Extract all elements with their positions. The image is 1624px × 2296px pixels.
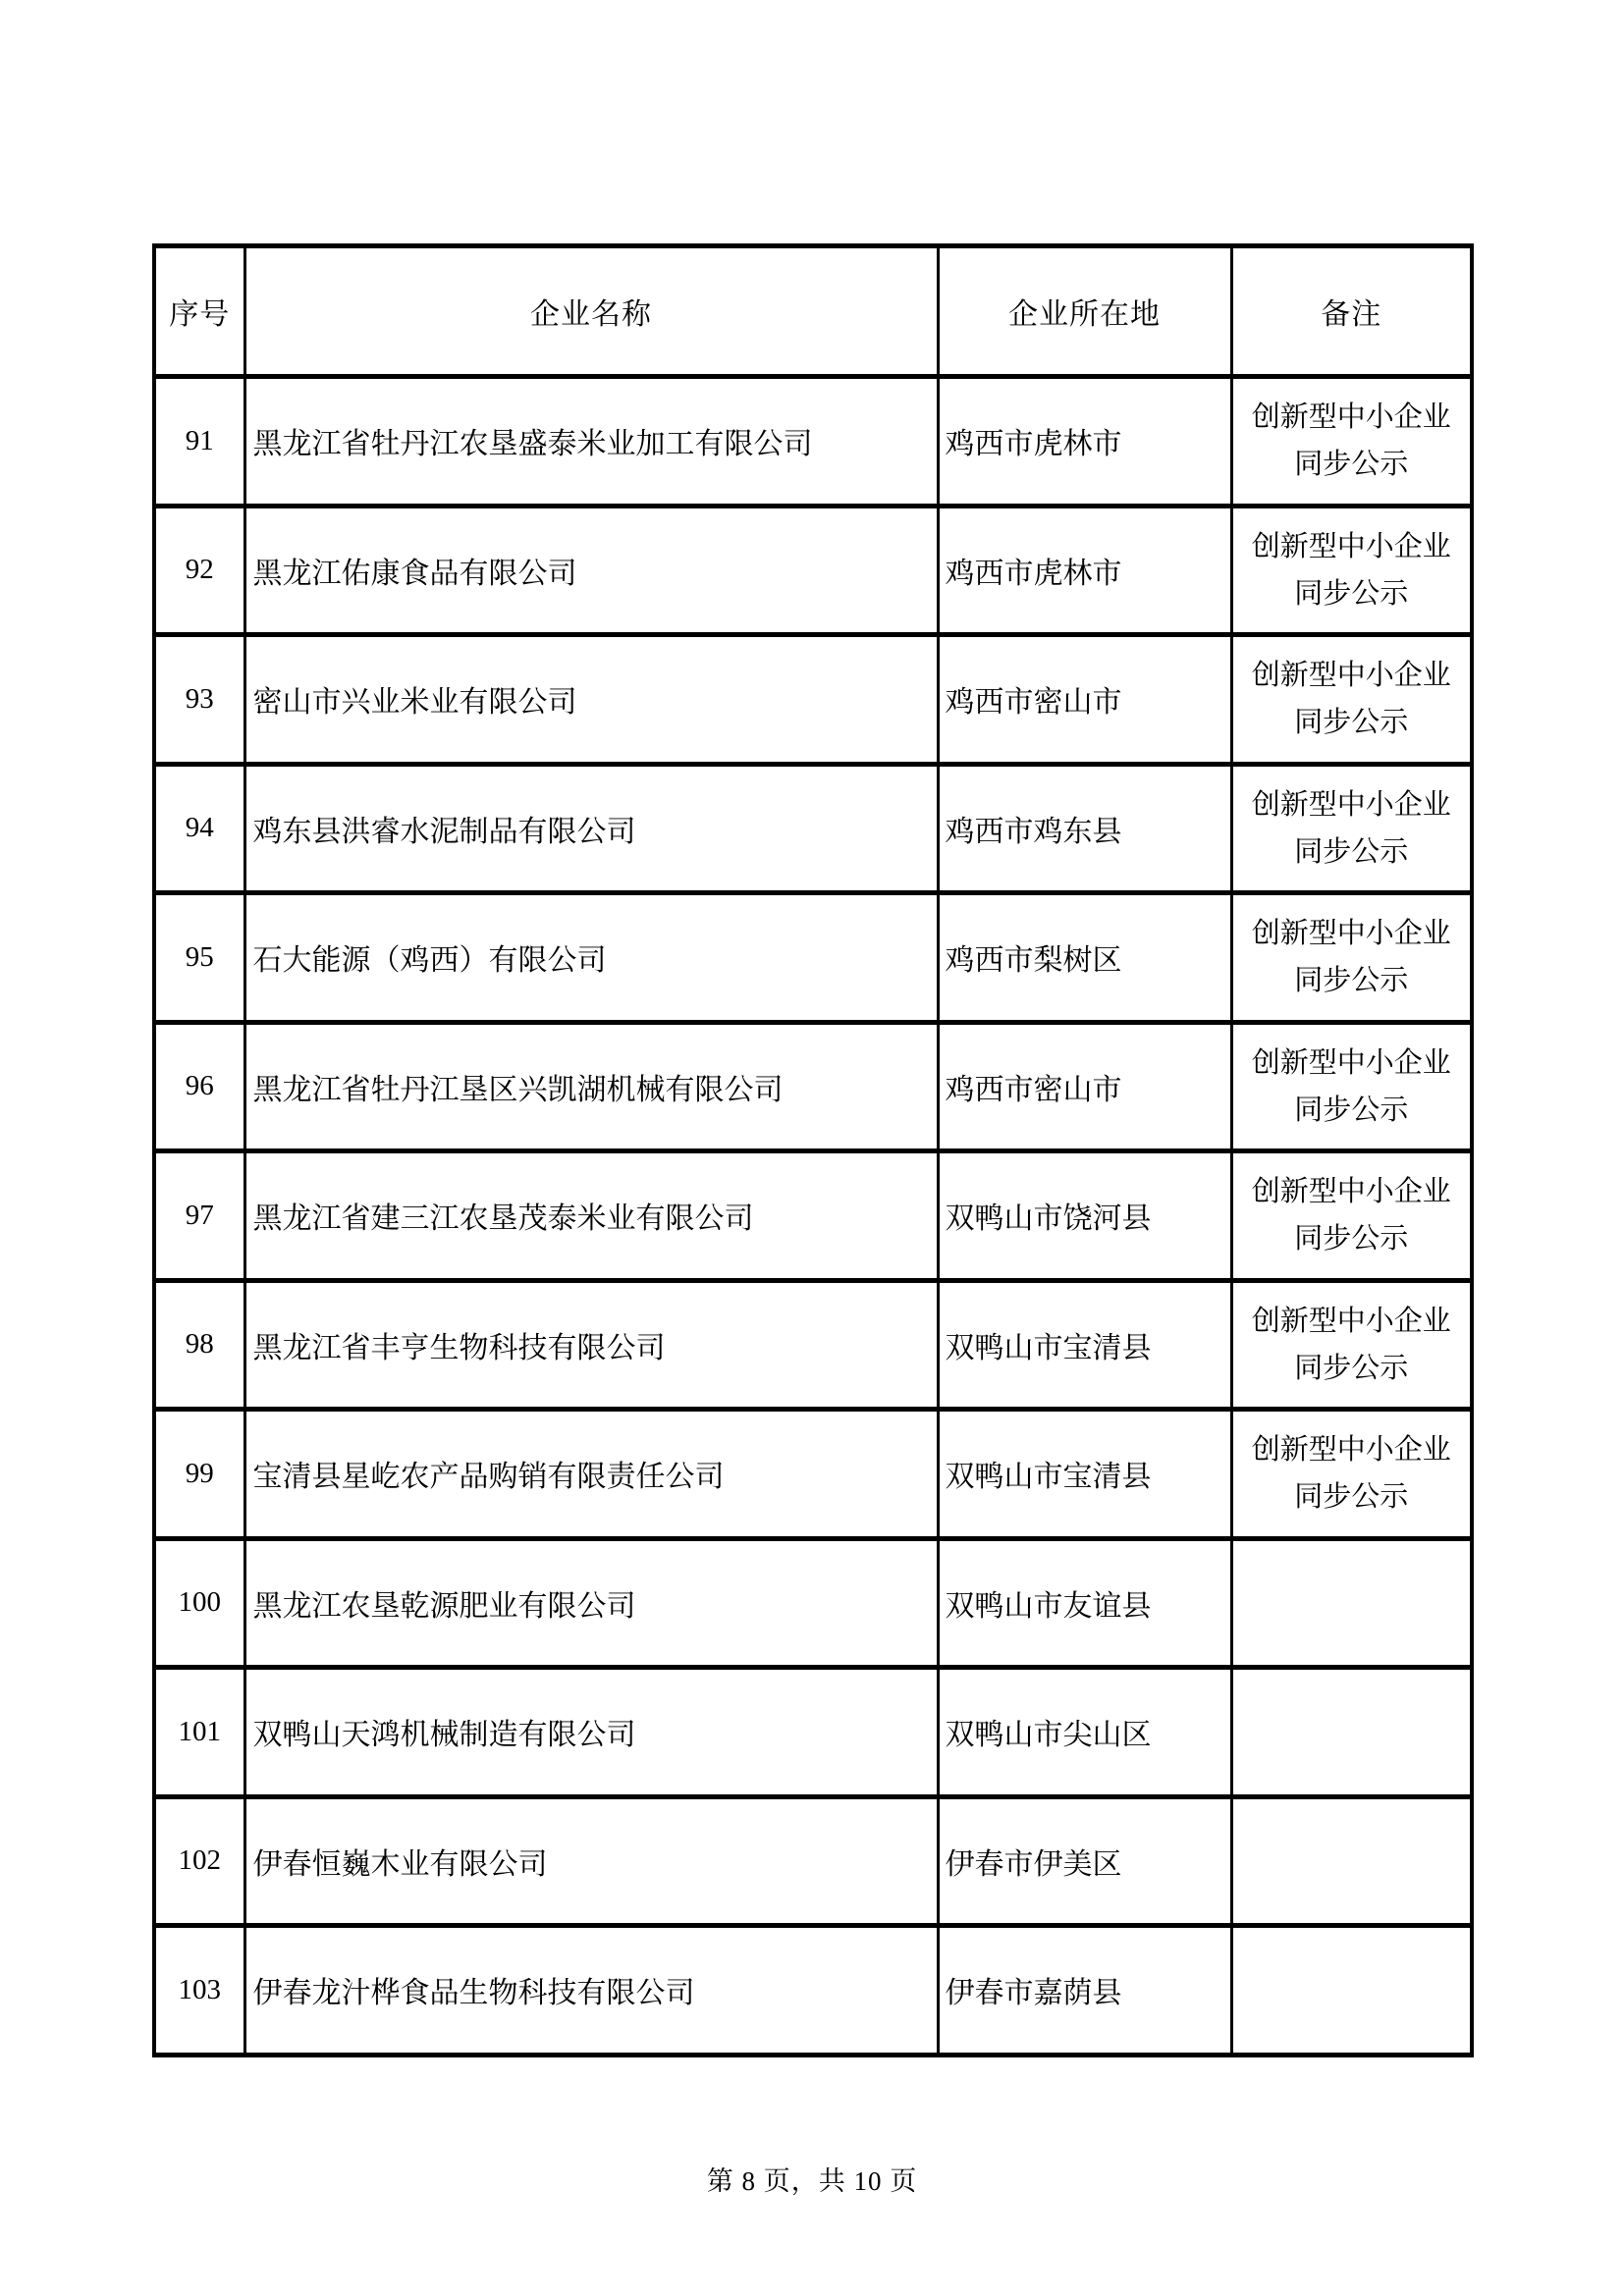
cell-location: 鸡西市梨树区 <box>938 893 1231 1023</box>
cell-remark <box>1231 1410 1472 1539</box>
page-footer: 第 8 页，共 10 页 <box>706 2166 918 2196</box>
remark-line: 创新型中小企业 <box>1251 660 1451 692</box>
table-row <box>154 1410 1472 1539</box>
cell-remark <box>1231 1538 1472 1668</box>
cell-remark <box>1231 1796 1472 1926</box>
table-row <box>154 893 1472 1023</box>
col-header-serial: 序号 <box>154 246 244 377</box>
cell-remark <box>1231 1668 1472 1797</box>
cell-serial: 102 <box>154 1796 244 1926</box>
cell-remark <box>1231 1926 1472 2056</box>
cell-company-name: 黑龙江省牡丹江垦区兴凯湖机械有限公司 <box>244 1022 938 1151</box>
cell-serial: 93 <box>154 635 244 765</box>
cell-company-name: 双鸭山天鸿机械制造有限公司 <box>244 1668 938 1797</box>
cell-location: 双鸭山市饶河县 <box>938 1151 1231 1281</box>
col-header-location: 企业所在地 <box>938 246 1231 377</box>
table-row <box>154 764 1472 893</box>
cell-remark <box>1231 1151 1472 1281</box>
table-header-row <box>154 246 1472 377</box>
cell-location: 双鸭山市友谊县 <box>938 1538 1231 1668</box>
cell-location: 伊春市伊美区 <box>938 1796 1231 1926</box>
cell-serial: 92 <box>154 506 244 635</box>
cell-company-name: 黑龙江省丰亨生物科技有限公司 <box>244 1280 938 1410</box>
table-row <box>154 635 1472 765</box>
cell-remark <box>1231 893 1472 1023</box>
cell-company-name: 黑龙江佑康食品有限公司 <box>244 506 938 635</box>
table-row <box>154 1151 1472 1281</box>
cell-serial: 99 <box>154 1410 244 1539</box>
remark-line: 创新型中小企业 <box>1251 918 1451 950</box>
cell-location: 鸡西市密山市 <box>938 1022 1231 1151</box>
cell-serial: 101 <box>154 1668 244 1797</box>
remark-line: 同步公示 <box>1294 1223 1409 1255</box>
cell-serial: 95 <box>154 893 244 1023</box>
remark-line: 同步公示 <box>1294 707 1409 739</box>
cell-company-name: 黑龙江省建三江农垦茂泰米业有限公司 <box>244 1151 938 1281</box>
cell-location: 鸡西市密山市 <box>938 635 1231 765</box>
remark-line: 创新型中小企业 <box>1251 1046 1451 1079</box>
remark-line: 创新型中小企业 <box>1251 788 1451 821</box>
cell-remark <box>1231 635 1472 765</box>
table-row <box>154 506 1472 635</box>
cell-company-name: 鸡东县洪睿水泥制品有限公司 <box>244 764 938 893</box>
remark-line: 创新型中小企业 <box>1251 1305 1451 1337</box>
remark-line: 创新型中小企业 <box>1251 1176 1451 1208</box>
cell-location: 鸡西市虎林市 <box>938 377 1231 507</box>
table-row <box>154 377 1472 507</box>
cell-location: 鸡西市虎林市 <box>938 506 1231 635</box>
remark-line: 同步公示 <box>1294 965 1409 997</box>
col-header-remark: 备注 <box>1231 246 1472 377</box>
remark-line: 同步公示 <box>1294 577 1409 610</box>
table-row <box>154 1796 1472 1926</box>
cell-serial: 97 <box>154 1151 244 1281</box>
cell-company-name: 伊春恒巍木业有限公司 <box>244 1796 938 1926</box>
cell-remark <box>1231 1022 1472 1151</box>
cell-location: 伊春市嘉荫县 <box>938 1926 1231 2056</box>
cell-location: 双鸭山市宝清县 <box>938 1280 1231 1410</box>
cell-serial: 91 <box>154 377 244 507</box>
cell-serial: 98 <box>154 1280 244 1410</box>
remark-line: 创新型中小企业 <box>1251 1434 1451 1467</box>
cell-remark <box>1231 377 1472 507</box>
table-row <box>154 1280 1472 1410</box>
remark-line: 同步公示 <box>1294 1094 1409 1126</box>
remark-line: 同步公示 <box>1294 1481 1409 1514</box>
cell-location: 双鸭山市尖山区 <box>938 1668 1231 1797</box>
table-row <box>154 1668 1472 1797</box>
remark-line: 创新型中小企业 <box>1251 530 1451 562</box>
col-header-name: 企业名称 <box>244 246 938 377</box>
remark-line: 同步公示 <box>1294 835 1409 868</box>
cell-serial: 100 <box>154 1538 244 1668</box>
remark-line: 同步公示 <box>1294 449 1409 481</box>
remark-line: 同步公示 <box>1294 1352 1409 1384</box>
cell-company-name: 黑龙江省牡丹江农垦盛泰米业加工有限公司 <box>244 377 938 507</box>
enterprise-table <box>152 243 1474 2057</box>
cell-company-name: 宝清县星屹农产品购销有限责任公司 <box>244 1410 938 1539</box>
cell-company-name: 黑龙江农垦乾源肥业有限公司 <box>244 1538 938 1668</box>
cell-location: 鸡西市鸡东县 <box>938 764 1231 893</box>
cell-serial: 96 <box>154 1022 244 1151</box>
table-row <box>154 1926 1472 2056</box>
cell-serial: 103 <box>154 1926 244 2056</box>
cell-serial: 94 <box>154 764 244 893</box>
table-row <box>154 1538 1472 1668</box>
cell-remark <box>1231 506 1472 635</box>
cell-remark <box>1231 1280 1472 1410</box>
remark-line: 创新型中小企业 <box>1251 401 1451 434</box>
cell-location: 双鸭山市宝清县 <box>938 1410 1231 1539</box>
cell-remark <box>1231 764 1472 893</box>
cell-company-name: 伊春龙汁桦食品生物科技有限公司 <box>244 1926 938 2056</box>
table-row <box>154 1022 1472 1151</box>
cell-company-name: 石大能源（鸡西）有限公司 <box>244 893 938 1023</box>
cell-company-name: 密山市兴业米业有限公司 <box>244 635 938 765</box>
